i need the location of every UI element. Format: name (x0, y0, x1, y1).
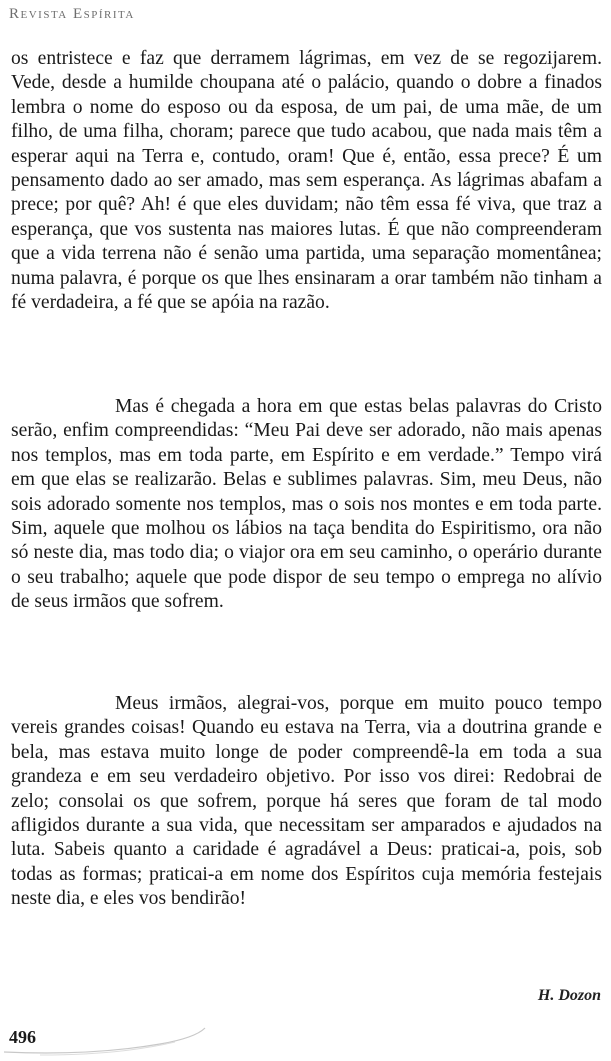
running-header: Revista Espírita (9, 6, 135, 22)
body-paragraph-2: Mas é chegada a hora em que estas belas palavras do Cristo serão, enfim compreendidas: “Meu Pai deve ser adorado, não mais apenas nos templos, mas em toda parte, em Espírito e em verdade.” Tempo virá em que elas se realizarão. Belas e sublimes palavras. Sim, meu Deus, não sois adorado somente nos templos, mas o sois nos montes e em toda parte. Sim, aquele que molhou os lábios na taça bendita do Espiritismo, ora não só neste dia, mas todo dia; o viajor ora em seu caminho, o operário durante o seu trabalho; aquele que pode dispor de seu tempo o emprega no alívio de seus irmãos que sofrem. (11, 396, 602, 613)
body-paragraph-3: Meus irmãos, alegrai-vos, porque em muito pouco tempo vereis grandes coisas! Quando eu estava na Terra, via a doutrina grande e bela, mas estava muito longe de poder compreendê-la em toda a sua grandeza e em seu verdadeiro objetivo. Por isso vos direi: Redobrai de zelo; consolai os que sofrem, porque há seres que foram de tal modo afligidos durante a sua vida, que necessitam ser amparados e ajudados na luta. Sabeis quanto a caridade é agradável a Deus: praticai-a, pois, sob todas as formas; praticai-a em nome dos Espíritos cuja memória festejais neste dia, e eles vos bendirão! (11, 693, 602, 910)
body-paragraph-1: os entristece e faz que derramem lágrimas, em vez de se regozijarem. Vede, desde a humilde choupana até o palácio, quando o dobre a finados lembra o nome do esposo ou da esposa, de um pai, de uma mãe, de um filho, de uma filha, choram; parece que tudo acabou, que nada mais têm a esperar aqui na Terra e, contudo, oram! Que é, então, essa prece? É um pensamento dado ao ser amado, mas sem esperança. As lágrimas abafam a prece; por quê? Ah! é que eles duvidam; não têm essa fé viva, que traz a esperança, que vos sustenta nas maiores lutas. É que não compreenderam que a vida terrena não é senão uma partida, uma separação momentânea; numa palavra, é porque os que lhes ensinaram a orar também não tinham a fé verdadeira, a fé que se apóia na razão. (11, 48, 602, 314)
page-number: 496 (9, 1027, 36, 1047)
author-signature: H. Dozon (537, 987, 601, 1004)
